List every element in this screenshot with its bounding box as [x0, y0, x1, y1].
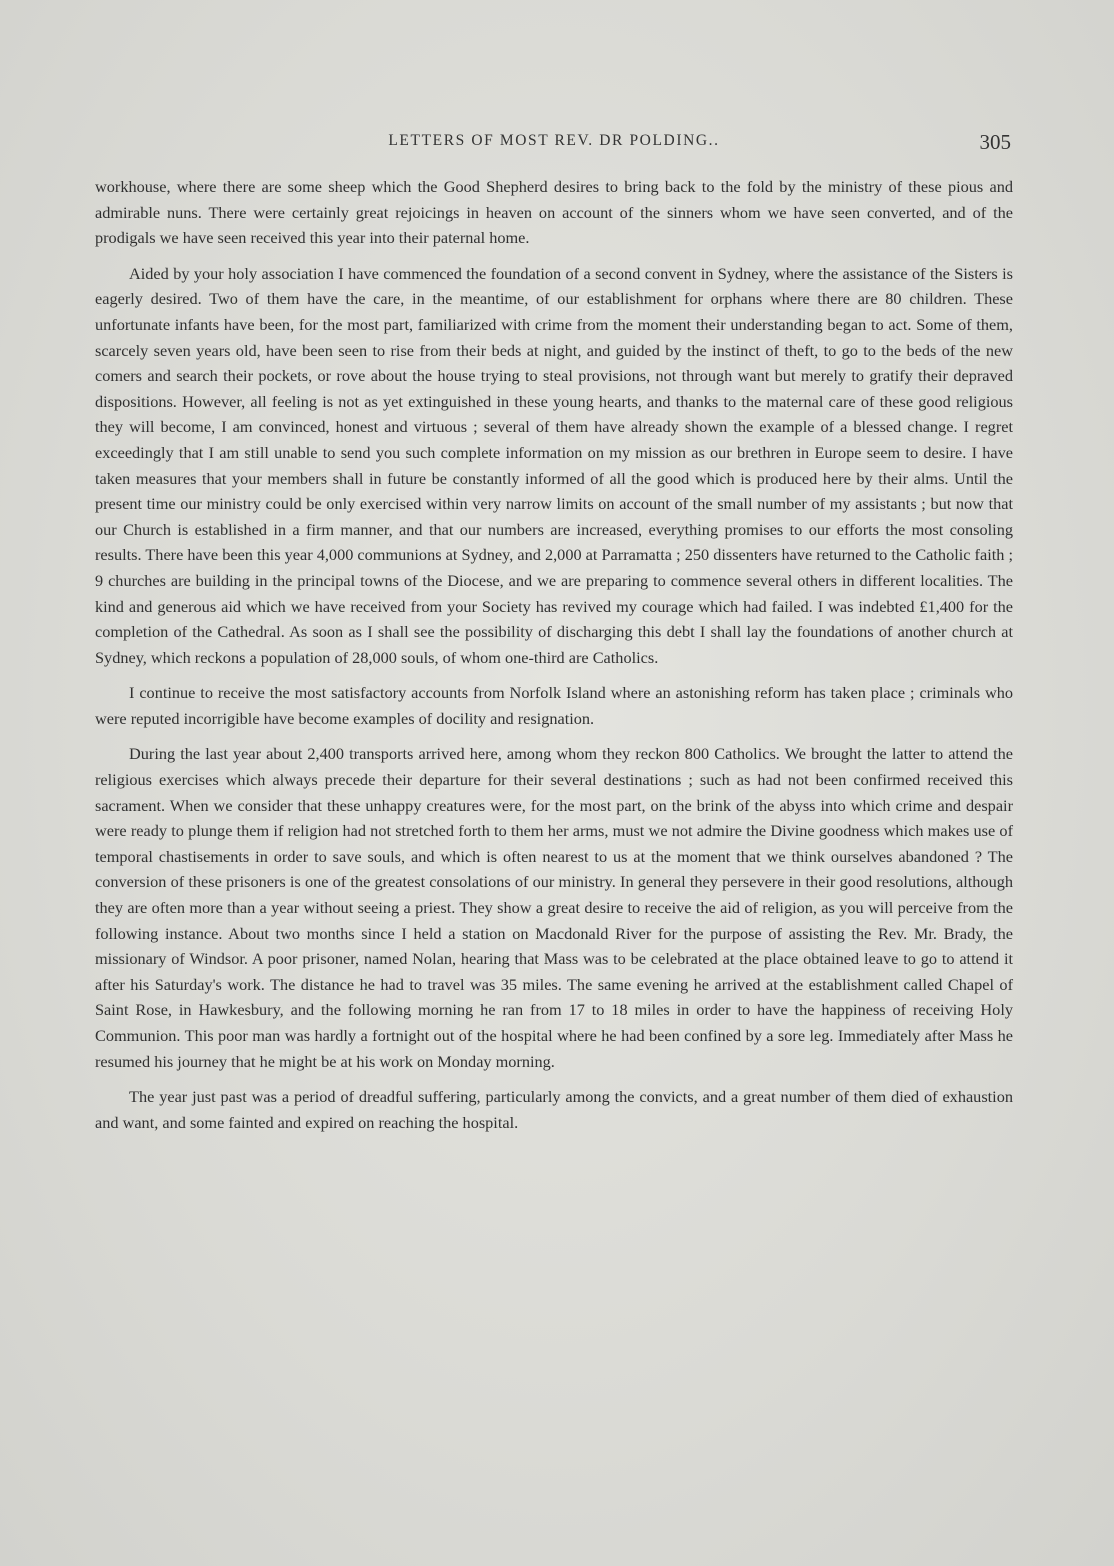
- paragraph-transports: During the last year about 2,400 transports arrived here, among whom they reckon 800 Catholics. We brought the latter to attend the religious exercises which always precede their departure for their several destinations ; such as had not been confirmed received this sacrament. When we consider that these unhappy creatures were, for the most part, on the brink of the abyss into which crime and despair were ready to plunge them if religion had not stretched forth to them her arms, must we not admire the Divine goodness which makes use of temporal chastisements in order to save souls, and which is often nearest to us at the moment that we think ourselves abandoned ? The conversion of these prisoners is one of the greatest consolations of our ministry. In general they persevere in their good resolutions, although they are often more than a year without seeing a priest. They show a great desire to receive the aid of religion, as you will perceive from the following instance. About two months since I held a station on Macdonald River for the purpose of assisting the Rev. Mr. Brady, the missionary of Windsor. A poor prisoner, named Nolan, hearing that Mass was to be celebrated at the place obtained leave to go to attend it after his Saturday's work. The distance he had to travel was 35 miles. The same evening he arrived at the establishment called Chapel of Saint Rose, in Hawkesbury, and the following morning he ran from 17 to 18 miles in order to have the happiness of receiving Holy Communion. This poor man was hardly a fortnight out of the hospital where he had been confined by a sore leg. Immediately after Mass he resumed his journey that he might be at his work on Monday morning.: [95, 744, 1013, 1071]
- paragraph-norfolk-island: I continue to receive the most satisfactory accounts from Norfolk Island where an astonishing reform has taken place ; criminals who were reputed incorrigible have become examples of docility and resignation.: [95, 683, 1013, 728]
- paragraph-workhouse: workhouse, where there are some sheep which the Good Shepherd desires to bring back to the fold by the ministry of these pious and admirable nuns. There were certainly great rejoicings in heaven on account of the sinners whom we have seen converted, and of the prodigals we have seen received this year into their paternal home.: [95, 177, 1013, 248]
- page-header: [95, 130, 1013, 156]
- paragraph-dreadful-suffering: The year just past was a period of dreadful suffering, particularly among the convicts, and a great number of them died of exhaustion and want, and some fainted and expired on reaching the hospital.: [95, 1087, 1013, 1132]
- body-text: [95, 174, 1013, 1145]
- paragraph-second-convent: Aided by your holy association I have commenced the foundation of a second convent in Sydney, where the assistance of the Sisters is eagerly desired. Two of them have the care, in the meantime, of our establishment for orphans where there are 80 children. These unfortunate infants have been, for the most part, familiarized with crime from the moment their understanding began to act. Some of them, scarcely seven years old, have been seen to rise from their beds at night, and guided by the instinct of theft, to go to the beds of the new comers and search their pockets, or rove about the house trying to steal provisions, not through want but merely to gratify their depraved dispositions. However, all feeling is not as yet extinguished in these young hearts, and thanks to the maternal care of these good religious they will become, I am convinced, honest and virtuous ; several of them have already shown the example of a blessed change. I regret exceedingly that I am still unable to send you such complete information on my mission as our brethren in Europe seem to desire. I have taken measures that your members shall in future be constantly informed of all the good which is produced here by their alms. Until the present time our ministry could be only exercised within very narrow limits on account of the small number of my assistants ; but now that our Church is established in a firm manner, and that our numbers are increased, everything promises to our efforts the most consoling results. There have been this year 4,000 communions at Sydney, and 2,000 at Parramatta ; 250 dissenters have returned to the Catholic faith ; 9 churches are building in the principal towns of the Diocese, and we are preparing to commence several others in different localities. The kind and generous aid which we have received from your Society has revived my courage which had failed. I was indebted £1,400 for the completion of the Cathedral. As soon as I shall see the possibility of discharging this debt I shall lay the foundations of another church at Sydney, which reckons a population of 28,000 souls, of whom one-third are Catholics.: [95, 263, 1013, 667]
- running-title: LETTERS OF MOST REV. DR POLDING..: [388, 132, 720, 149]
- page-number: 305: [979, 130, 1011, 154]
